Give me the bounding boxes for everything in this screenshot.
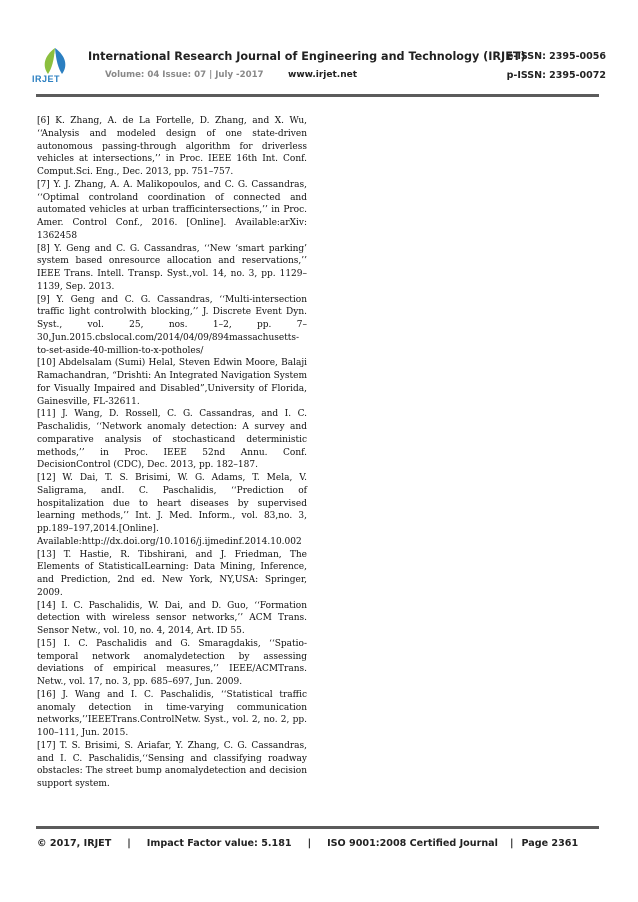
reference-item: [7] Y. J. Zhang, A. A. Malikopoulos, and C. G. Cassandras, ‘‘Optimal controland coordination of connected and automated vehicles at urban trafficintersections,’’ in Proc. Amer. Control Conf., 2016. [Online]. Available:arXiv: 1362458 xyxy=(37,179,307,241)
reference-item: [12] W. Dai, T. S. Brisimi, W. G. Adams, T. Mela, V. Saligrama, andI. C. Paschalidis, ‘‘Prediction of hospitalization due to heart diseases by supervised learning methods,’’ Int. J. Med. Inform., vol. 83,no. 3, pp.189–197,2014.[Online]. Available:http://dx.doi.org/10.1016/j.ijmedinf.2014.10.002 xyxy=(37,473,307,547)
footer-divider xyxy=(36,826,599,829)
e-issn: e-ISSN: 2395-0056 xyxy=(506,51,606,62)
page-footer xyxy=(37,838,597,849)
website-link[interactable]: www.irjet.net xyxy=(288,70,358,80)
footer-separator: | xyxy=(127,838,131,849)
reference-item: [14] I. C. Paschalidis, W. Dai, and D. Guo, ‘‘Formation detection with wireless sensor networks,’’ ACM Trans. Sensor Netw., vol. 10, no. 4, 2014, Art. ID 55. xyxy=(37,600,307,636)
footer-iso: ISO 9001:2008 Certified Journal xyxy=(327,838,498,849)
references-list xyxy=(37,115,307,791)
reference-item: [17] T. S. Brisimi, S. Ariafar, Y. Zhang, C. G. Cassandras, and I. C. Paschalidis,‘‘Sensing and classifying roadway obstacles: The street bump anomalydetection and decision support system. xyxy=(37,740,307,789)
reference-item: [16] J. Wang and I. C. Paschalidis, ‘‘Statistical traffic anomaly detection in time-varying communication networks,’’IEEETrans.ControlNetw. Syst., vol. 2, no. 2, pp. 100–111, Jun. 2015. xyxy=(37,689,307,738)
journal-title: International Research Journal of Engineering and Technology (IRJET) xyxy=(88,50,526,63)
reference-item: [13] T. Hastie, R. Tibshirani, and J. Friedman, The Elements of StatisticalLearning: Data Mining, Inference, and Prediction, 2nd ed. New York, NY,USA: Springer, 2009. xyxy=(37,549,307,598)
p-issn: p-ISSN: 2395-0072 xyxy=(506,70,606,81)
footer-separator: | xyxy=(307,838,312,849)
logo-text: IRJET xyxy=(32,74,61,84)
reference-item: [10] Abdelsalam (Sumi) Helal, Steven Edwin Moore, Balaji Ramachandran, “Drishti: An Integrated Navigation System for Visually Impaired and Disabled”,University of Florida, Gainesville, FL-32611. xyxy=(37,358,307,407)
reference-item: [11] J. Wang, D. Rossell, C. G. Cassandras, and I. C. Paschalidis, ‘‘Network anomaly detection: A survey and comparative analysis of stochasticand deterministic methods,’’ in Proc. IEEE 52nd Annu. Conf. DecisionControl (CDC), Dec. 2013, pp. 182–187. xyxy=(37,409,307,471)
reference-item: [9] Y. Geng and C. G. Cassandras, ‘‘Multi-intersection traffic light controlwith blocking,’’ J. Discrete Event Dyn. Syst., vol. 25, nos. 1–2, pp. 7–30,Jun.2015.cbslocal.com/2014/04/09/894massachusetts-to-set-aside-40-million-to-x-potholes/ xyxy=(37,294,307,356)
reference-item: [8] Y. Geng and C. G. Cassandras, ‘‘New ‘smart parking’ system based onresource allocation and reservations,’’ IEEE Trans. Intell. Transp. Syst.,vol. 14, no. 3, pp. 1129–1139, Sep. 2013. xyxy=(37,243,307,292)
footer-page-number: Page 2361 xyxy=(521,838,579,849)
reference-item: [15] I. C. Paschalidis and G. Smaragdakis, ‘‘Spatio-temporal network anomalydetection by assessing deviations of empirical measures,’’ IEEE/ACMTrans. Netw., vol. 17, no. 3, pp. 685–697, Jun. 2009. xyxy=(37,638,307,687)
header-divider xyxy=(36,94,599,97)
footer-copyright: © 2017, IRJET xyxy=(37,838,112,849)
volume-issue: Volume: 04 Issue: 07 | July -2017 xyxy=(105,70,264,80)
footer-impact-factor: Impact Factor value: 5.181 xyxy=(146,838,292,849)
reference-item: [6] K. Zhang, A. de La Fortelle, D. Zhang, and X. Wu, ‘‘Analysis and modeled design of one state-driven autonomous passing-through algorithm for driverless vehicles at intersections,’’ in Proc. IEEE 16th Int. Conf. Comput.Sci. Eng., Dec. 2013, pp. 751–757. xyxy=(37,116,307,177)
footer-separator: | xyxy=(509,838,514,849)
page-header xyxy=(30,42,610,92)
